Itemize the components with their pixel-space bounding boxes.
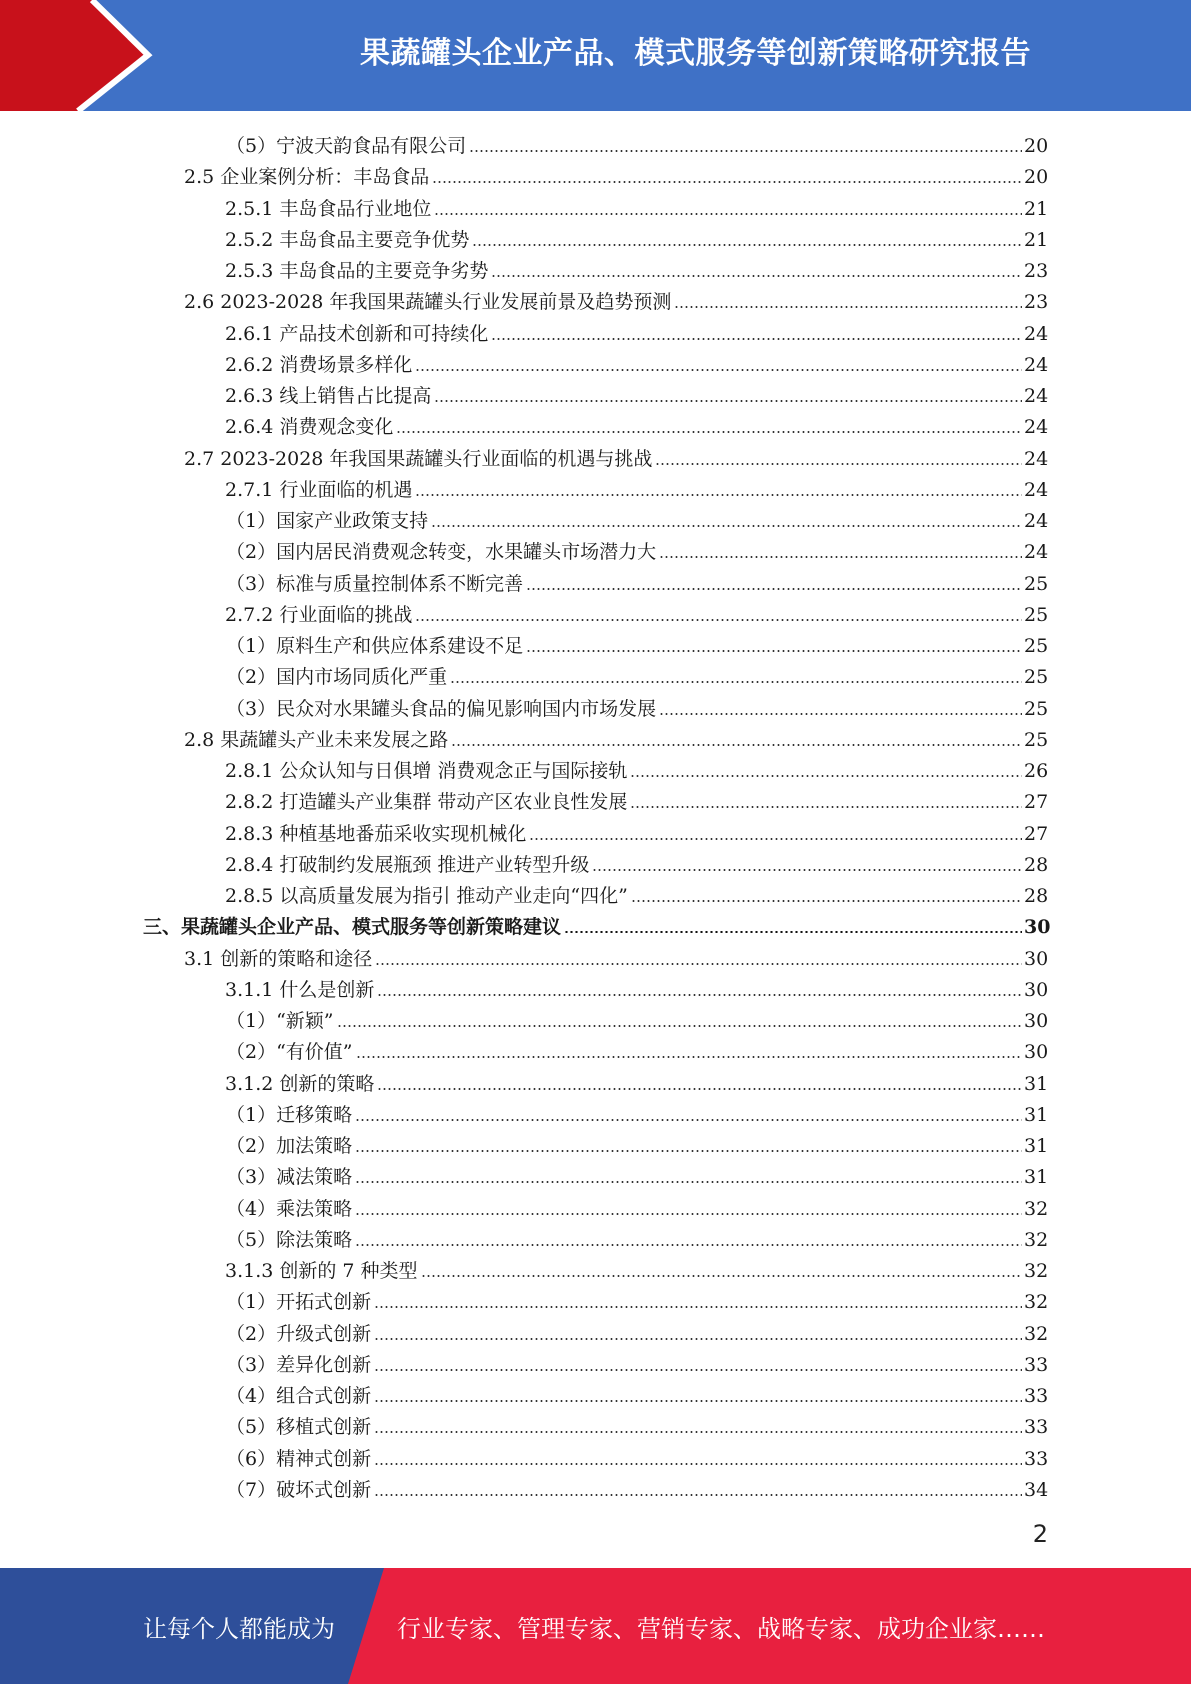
toc-entry-page: 28 <box>1024 853 1049 876</box>
toc-dot-leader <box>337 1025 1022 1027</box>
toc-entry-label: 2.6.3 线上销售占比提高 <box>225 385 432 407</box>
toc-entry[interactable] <box>226 1158 1048 1189</box>
toc-entry-label: （1）迁移策略 <box>226 1103 353 1126</box>
toc-dot-leader <box>374 1400 1022 1402</box>
page-number: 2 <box>1032 1520 1048 1548</box>
toc-entry-label: （2）“有价值” <box>226 1041 353 1064</box>
toc-entry-page: 32 <box>1024 1322 1049 1345</box>
toc-entry-label: （2）加法策略 <box>226 1135 353 1157</box>
toc-entry-page: 33 <box>1024 1416 1049 1439</box>
toc-entry-label: （3）差异化创新 <box>226 1353 372 1376</box>
toc-entry-label: （5）移植式创新 <box>226 1416 372 1439</box>
toc-dot-leader <box>374 1369 1022 1371</box>
footer-slogan-right: 行业专家、管理专家、营销专家、战略专家、成功企业家…… <box>397 1614 1045 1643</box>
toc-dot-leader <box>377 994 1022 996</box>
toc-entry-page: 27 <box>1024 822 1049 845</box>
toc-entry-label: （1）开拓式创新 <box>226 1291 372 1314</box>
toc-entry-label: （5）宁波天韵食品有限公司 <box>226 135 467 157</box>
toc-entry-label: 2.8 果蔬罐头产业未来发展之路 <box>184 728 449 751</box>
toc-entry-page: 30 <box>1024 1010 1049 1032</box>
toc-entry-label: 2.6.4 消费观念变化 <box>225 416 394 439</box>
toc-entry[interactable] <box>226 1377 1048 1408</box>
toc-dot-leader <box>356 1056 1022 1058</box>
toc-entry-label: 2.8.4 打破制约发展瓶颈 推进产业转型升级 <box>225 853 590 876</box>
toc-entry-label: 2.6.1 产品技术创新和可持续化 <box>225 322 489 345</box>
toc-dot-leader <box>451 744 1022 746</box>
toc-dot-leader <box>374 1494 1022 1496</box>
toc-entry[interactable] <box>225 471 1048 502</box>
toc-entry-page: 33 <box>1024 1353 1049 1376</box>
toc-entry[interactable] <box>226 1283 1048 1314</box>
toc-entry-label: （1）原料生产和供应体系建设不足 <box>226 635 524 657</box>
toc-entry-label: （3）减法策略 <box>226 1166 353 1189</box>
toc-dot-leader <box>659 556 1022 558</box>
toc-dot-leader <box>374 1463 1022 1465</box>
toc-entry-label: 3.1.3 创新的 7 种类型 <box>225 1260 418 1282</box>
toc-entry-label: （5）除法策略 <box>226 1228 353 1251</box>
toc-entry[interactable] <box>226 127 1048 158</box>
toc-dot-leader <box>355 1213 1022 1215</box>
toc-entry-page: 34 <box>1024 1478 1049 1501</box>
toc-entry[interactable] <box>225 1065 1048 1096</box>
page-header <box>0 0 1191 111</box>
toc-entry-page: 20 <box>1024 135 1049 157</box>
toc-entry-label: 2.5.2 丰岛食品主要竞争优势 <box>225 228 470 251</box>
toc-dot-leader <box>472 244 1022 246</box>
toc-dot-leader <box>592 869 1022 871</box>
toc-entry[interactable] <box>225 596 1048 627</box>
toc-dot-leader <box>434 400 1022 402</box>
toc-entry[interactable] <box>226 1002 1048 1033</box>
toc-dot-leader <box>659 713 1022 715</box>
toc-entry-page: 21 <box>1024 197 1049 220</box>
toc-entry-label: 2.8.3 种植基地番茄采收实现机械化 <box>225 822 527 845</box>
toc-dot-leader <box>374 1431 1022 1433</box>
toc-entry[interactable] <box>226 1127 1048 1158</box>
toc-entry-page: 24 <box>1024 385 1049 407</box>
toc-dot-leader <box>355 1244 1022 1246</box>
toc-entry-label: 2.8.2 打造罐头产业集群 带动产区农业良性发展 <box>225 791 628 814</box>
toc-entry-page: 23 <box>1024 260 1049 282</box>
toc-entry[interactable] <box>225 346 1048 377</box>
toc-dot-leader <box>674 306 1022 308</box>
toc-entry-label: 3.1.2 创新的策略 <box>225 1072 375 1095</box>
toc-entry-label: （3）标准与质量控制体系不断完善 <box>226 572 524 595</box>
toc-dot-leader <box>431 525 1022 527</box>
toc-dot-leader <box>450 681 1022 683</box>
toc-entry[interactable] <box>225 846 1048 877</box>
toc-entry-label: （6）精神式创新 <box>226 1447 372 1470</box>
toc-entry[interactable] <box>184 283 1048 314</box>
toc-dot-leader <box>655 463 1022 465</box>
toc-dot-leader <box>631 900 1022 902</box>
toc-dot-leader <box>526 588 1022 590</box>
toc-entry-page: 32 <box>1024 1228 1049 1251</box>
toc-entry-page: 30 <box>1024 916 1051 939</box>
toc-entry-page: 25 <box>1024 635 1049 657</box>
toc-entry-page: 32 <box>1024 1197 1049 1220</box>
toc-entry[interactable] <box>184 158 1048 189</box>
toc-dot-leader <box>432 181 1022 183</box>
toc-dot-leader <box>374 1306 1022 1308</box>
toc-entry-label: 2.6.2 消费场景多样化 <box>225 353 413 376</box>
toc-entry-label: 三、果蔬罐头企业产品、模式服务等创新策略建议 <box>143 916 562 939</box>
toc-entry[interactable] <box>225 815 1048 846</box>
toc-dot-leader <box>375 963 1022 965</box>
toc-entry[interactable] <box>184 721 1048 752</box>
toc-entry[interactable] <box>143 908 1051 939</box>
toc-entry-label: （4）组合式创新 <box>226 1385 372 1407</box>
toc-entry[interactable] <box>225 190 1048 221</box>
toc-entry[interactable] <box>226 502 1048 533</box>
toc-entry[interactable] <box>225 752 1048 783</box>
header-arrow-decoration <box>0 0 170 111</box>
toc-dot-leader <box>374 1338 1022 1340</box>
page-footer <box>0 1568 1191 1684</box>
toc-dot-leader <box>415 369 1022 371</box>
toc-entry[interactable] <box>225 221 1048 252</box>
toc-entry[interactable] <box>226 627 1048 658</box>
toc-entry[interactable] <box>226 1221 1048 1252</box>
toc-dot-leader <box>526 650 1022 652</box>
toc-entry-page: 24 <box>1024 416 1049 439</box>
toc-entry[interactable] <box>184 940 1048 971</box>
toc-entry-page: 30 <box>1024 978 1049 1001</box>
toc-entry-page: 21 <box>1024 228 1049 251</box>
toc-entry-page: 31 <box>1024 1135 1049 1157</box>
toc-entry[interactable] <box>225 783 1048 814</box>
toc-dot-leader <box>355 1150 1022 1152</box>
toc-dot-leader <box>630 806 1022 808</box>
toc-entry[interactable] <box>226 1440 1048 1471</box>
toc-entry-label: （2）国内居民消费观念转变，水果罐头市场潜力大 <box>226 541 657 564</box>
toc-dot-leader <box>469 150 1022 152</box>
toc-entry-page: 24 <box>1024 510 1049 532</box>
toc-dot-leader <box>415 619 1022 621</box>
toc-dot-leader <box>396 431 1022 433</box>
toc-entry[interactable] <box>226 1471 1048 1502</box>
toc-entry-page: 24 <box>1024 541 1049 564</box>
toc-entry[interactable] <box>226 533 1048 564</box>
toc-entry[interactable] <box>226 1096 1048 1127</box>
toc-dot-leader <box>355 1181 1022 1183</box>
toc-entry[interactable] <box>226 1315 1048 1346</box>
toc-entry-page: 33 <box>1024 1385 1049 1407</box>
toc-entry[interactable] <box>226 565 1048 596</box>
toc-entry-page: 26 <box>1024 760 1049 782</box>
toc-dot-leader <box>564 931 1022 933</box>
toc-entry-page: 24 <box>1024 353 1049 376</box>
toc-entry-page: 31 <box>1024 1072 1049 1095</box>
toc-entry-label: 2.7 2023-2028 年我国果蔬罐头行业面临的机遇与挑战 <box>184 447 653 470</box>
toc-entry-label: （2）升级式创新 <box>226 1322 372 1345</box>
toc-entry[interactable] <box>226 1033 1048 1064</box>
toc-entry[interactable] <box>225 252 1048 283</box>
toc-dot-leader <box>434 213 1022 215</box>
toc-entry-page: 25 <box>1024 666 1049 689</box>
toc-entry-page: 25 <box>1024 728 1049 751</box>
toc-entry[interactable] <box>184 440 1048 471</box>
toc-entry-label: 3.1 创新的策略和途径 <box>184 947 373 970</box>
toc-entry-label: （3）民众对水果罐头食品的偏见影响国内市场发展 <box>226 697 657 720</box>
toc-entry[interactable] <box>226 1190 1048 1221</box>
toc-entry[interactable] <box>226 690 1048 721</box>
toc-entry-page: 31 <box>1024 1103 1049 1126</box>
toc-dot-leader <box>529 838 1022 840</box>
toc-entry-page: 23 <box>1024 291 1049 314</box>
toc-entry-page: 30 <box>1024 1041 1049 1064</box>
toc-entry-page: 31 <box>1024 1166 1049 1189</box>
toc-entry[interactable] <box>225 408 1048 439</box>
toc-entry-label: （1）“新颖” <box>226 1010 334 1032</box>
toc-entry-label: 2.8.5 以高质量发展为指引 推动产业走向“四化” <box>225 885 628 907</box>
toc-dot-leader <box>630 775 1022 777</box>
toc-entry[interactable] <box>225 877 1048 908</box>
toc-entry-page: 30 <box>1024 947 1049 970</box>
toc-entry[interactable] <box>225 315 1048 346</box>
toc-entry-label: 2.5.1 丰岛食品行业地位 <box>225 197 432 220</box>
toc-entry-label: 2.5.3 丰岛食品的主要竞争劣势 <box>225 260 489 282</box>
toc-entry-page: 25 <box>1024 572 1049 595</box>
toc-entry[interactable] <box>226 1346 1048 1377</box>
toc-entry-page: 28 <box>1024 885 1049 907</box>
toc-dot-leader <box>491 275 1022 277</box>
toc-entry-page: 20 <box>1024 166 1049 189</box>
toc-dot-leader <box>377 1088 1022 1090</box>
toc-entry[interactable] <box>225 377 1048 408</box>
toc-entry-label: 3.1.1 什么是创新 <box>225 978 375 1001</box>
toc-entry-label: 2.8.1 公众认知与日俱增 消费观念正与国际接轨 <box>225 760 628 782</box>
report-title: 果蔬罐头企业产品、模式服务等创新策略研究报告 <box>360 36 1031 71</box>
toc-dot-leader <box>421 1275 1022 1277</box>
toc-entry[interactable] <box>225 971 1048 1002</box>
toc-entry-page: 27 <box>1024 791 1049 814</box>
toc-dot-leader <box>415 494 1022 496</box>
toc-entry-page: 32 <box>1024 1260 1049 1282</box>
toc-entry-page: 25 <box>1024 603 1049 626</box>
toc-entry-page: 24 <box>1024 322 1049 345</box>
toc-entry-page: 33 <box>1024 1447 1049 1470</box>
toc-entry[interactable] <box>226 658 1048 689</box>
toc-entry[interactable] <box>225 1252 1048 1283</box>
toc-entry-label: 2.6 2023-2028 年我国果蔬罐头行业发展前景及趋势预测 <box>184 291 672 314</box>
toc-entry-label: 2.7.2 行业面临的挑战 <box>225 603 413 626</box>
toc-entry-page: 24 <box>1024 447 1049 470</box>
toc-entry-label: 2.5 企业案例分析：丰岛食品 <box>184 166 430 189</box>
toc-entry-label: （2）国内市场同质化严重 <box>226 666 448 689</box>
toc-entry-page: 24 <box>1024 478 1049 501</box>
toc-entry-page: 25 <box>1024 697 1049 720</box>
toc-entry[interactable] <box>226 1408 1048 1439</box>
toc-entry-label: （4）乘法策略 <box>226 1197 353 1220</box>
toc-entry-page: 32 <box>1024 1291 1049 1314</box>
toc-entry-label: 2.7.1 行业面临的机遇 <box>225 478 413 501</box>
toc-entry-label: （7）破坏式创新 <box>226 1478 372 1501</box>
toc-entry-label: （1）国家产业政策支持 <box>226 510 429 532</box>
toc-dot-leader <box>355 1119 1022 1121</box>
toc-dot-leader <box>491 338 1022 340</box>
footer-slogan-left: 让每个人都能成为 <box>143 1614 335 1643</box>
